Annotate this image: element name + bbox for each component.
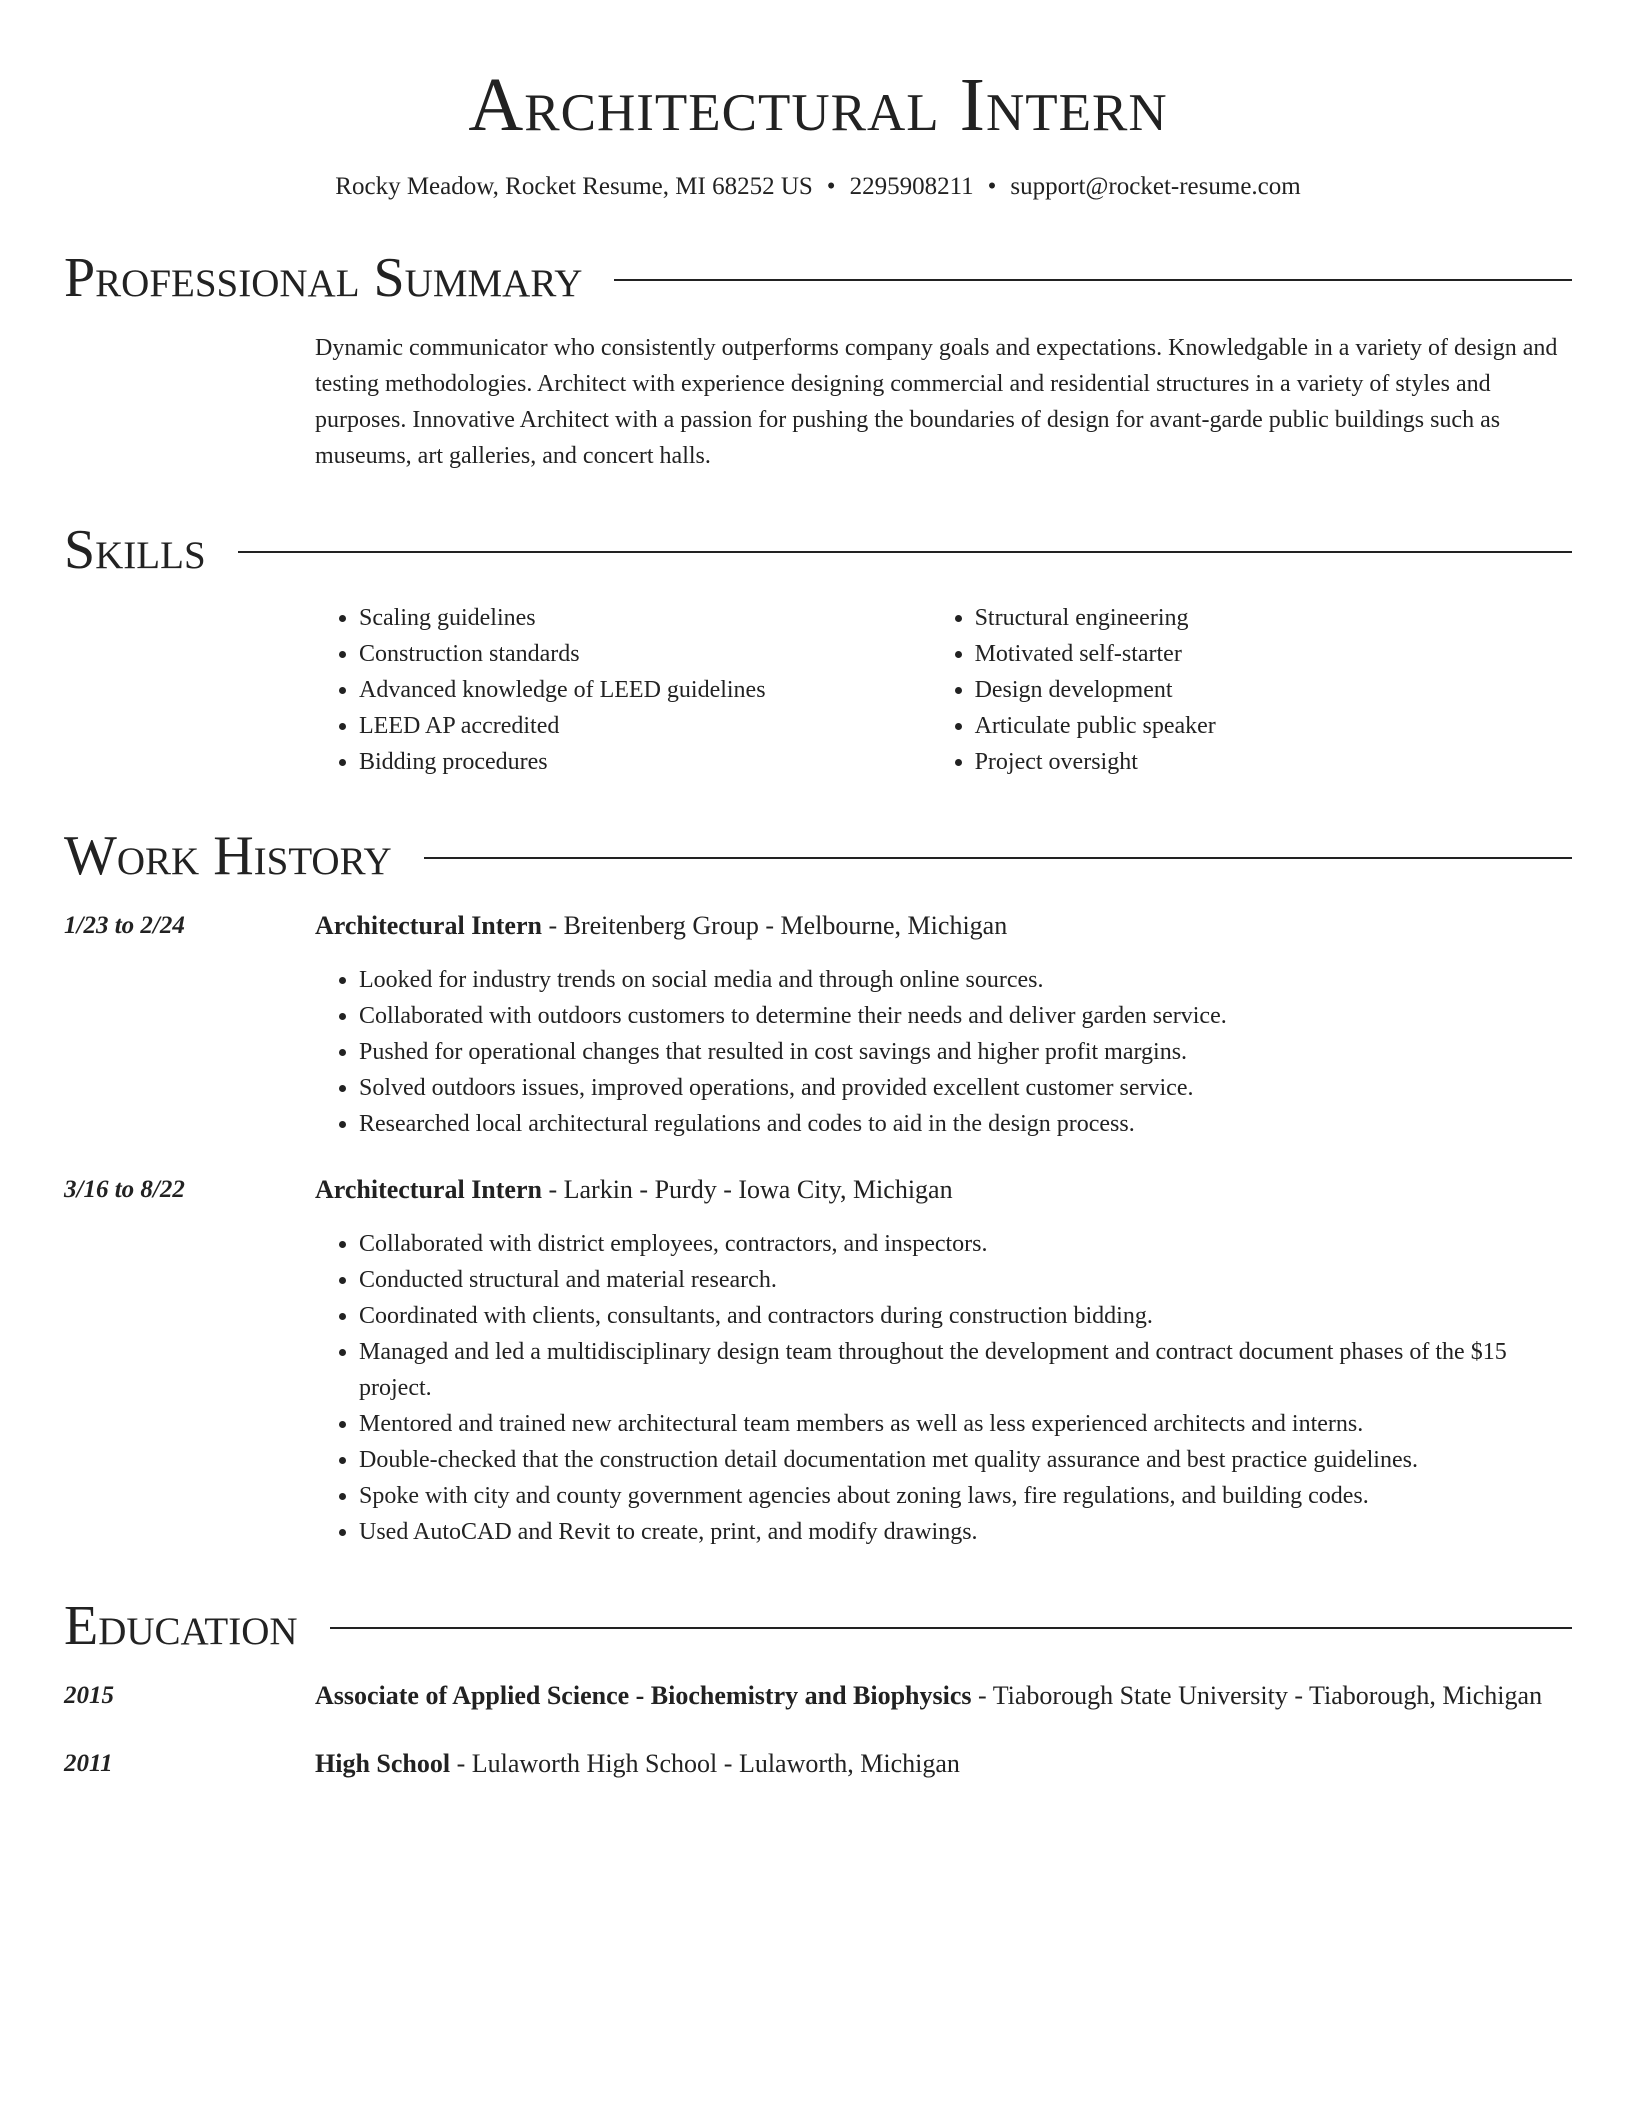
contact-line <box>64 172 1572 202</box>
skill-item: • LEED AP accredited <box>359 708 931 744</box>
section-divider <box>614 279 1572 281</box>
education-heading: Education <box>64 1595 298 1657</box>
education-content <box>315 1676 1572 1716</box>
education-school: - Tiaborough State University - Tiaborough, Michigan <box>971 1681 1543 1710</box>
section-divider <box>424 857 1572 859</box>
job-title: Architectural Intern <box>315 1175 542 1204</box>
job-dates: 1/23 to 2/24 <box>64 912 185 939</box>
section-divider <box>330 1627 1572 1629</box>
skill-item: • Motivated self-starter <box>975 636 1572 672</box>
job-bullet: • Coordinated with clients, consultants, and contractors during construction bidding. <box>359 1298 1572 1334</box>
work-heading: Work History <box>64 825 392 887</box>
job-entry <box>64 908 1572 1142</box>
skills-column-right <box>931 600 1572 780</box>
contact-separator: • <box>826 173 836 200</box>
skills-heading: Skills <box>64 519 206 581</box>
job-bullet: • Looked for industry trends on social media and through online sources. <box>359 962 1572 998</box>
summary-heading: Professional Summary <box>64 247 583 309</box>
job-bullet: • Collaborated with district employees, contractors, and inspectors. <box>359 1226 1572 1262</box>
work-section-header <box>64 824 1572 888</box>
resume-page <box>64 0 1572 1784</box>
education-year: 2015 <box>64 1682 114 1709</box>
skills-list <box>315 600 1572 780</box>
skill-item: • Scaling guidelines <box>359 600 931 636</box>
education-entry <box>64 1744 1572 1784</box>
summary-text: Dynamic communicator who consistently outperforms company goals and expectations. Knowledgable in a variety of design and testing methodologies. Architect with experience designing commercial and residential structures in a variety of styles and purposes. Innovative Architect with a passion for pushing the boundaries of design for avant-garde public buildings such as museums, art galleries, and concert halls. <box>315 335 1558 469</box>
education-degree: Associate of Applied Science - Biochemistry and Biophysics <box>315 1681 972 1710</box>
job-bullet: • Conducted structural and material research. <box>359 1262 1572 1298</box>
job-bullet: • Used AutoCAD and Revit to create, print, and modify drawings. <box>359 1514 1572 1550</box>
education-section-header <box>64 1594 1572 1658</box>
skill-item: • Structural engineering <box>975 600 1572 636</box>
job-bullets <box>315 962 1572 1142</box>
job-bullet: • Mentored and trained new architectural team members as well as less experienced architects and interns. <box>359 1406 1572 1442</box>
summary-section-header <box>64 246 1572 310</box>
education-degree: High School <box>315 1749 451 1778</box>
job-bullet: • Managed and led a multidisciplinary design team throughout the development and contract document phases of the $15 project. <box>359 1334 1572 1406</box>
job-bullet: • Double-checked that the construction detail documentation met quality assurance and best practice guidelines. <box>359 1442 1572 1478</box>
skill-item: • Articulate public speaker <box>975 708 1572 744</box>
skill-item: • Advanced knowledge of LEED guidelines <box>359 672 931 708</box>
contact-phone: 2295908211 <box>849 173 974 200</box>
education-content <box>315 1744 1572 1784</box>
job-title: Architectural Intern <box>315 911 542 940</box>
job-entry <box>64 1172 1572 1550</box>
job-bullet: • Pushed for operational changes that resulted in cost savings and higher profit margins. <box>359 1034 1572 1070</box>
candidate-name: Architectural Intern <box>468 63 1168 147</box>
job-bullets <box>315 1226 1572 1550</box>
skill-item: • Design development <box>975 672 1572 708</box>
skills-section-header <box>64 518 1572 582</box>
job-employer: - Breitenberg Group - Melbourne, Michigan <box>541 911 1008 940</box>
education-year: 2011 <box>64 1750 113 1777</box>
job-dates: 3/16 to 8/22 <box>64 1176 185 1203</box>
education-entry <box>64 1676 1572 1716</box>
job-bullet: • Solved outdoors issues, improved operations, and provided excellent customer service. <box>359 1070 1572 1106</box>
contact-address: Rocky Meadow, Rocket Resume, MI 68252 US <box>335 173 813 200</box>
job-title-line <box>315 1172 1572 1208</box>
section-divider <box>238 551 1572 553</box>
skill-item: • Bidding procedures <box>359 744 931 780</box>
skill-item: • Project oversight <box>975 744 1572 780</box>
skill-item: • Construction standards <box>359 636 931 672</box>
contact-email: support@rocket-resume.com <box>1010 173 1301 200</box>
job-bullet: • Researched local architectural regulations and codes to aid in the design process. <box>359 1106 1572 1142</box>
job-bullet: • Collaborated with outdoors customers to determine their needs and deliver garden service. <box>359 998 1572 1034</box>
job-employer: - Larkin - Purdy - Iowa City, Michigan <box>541 1175 953 1204</box>
skills-column-left <box>315 600 931 780</box>
education-school: - Lulaworth High School - Lulaworth, Michigan <box>450 1749 960 1778</box>
contact-separator: • <box>987 173 997 200</box>
job-title-line <box>315 908 1572 944</box>
job-content <box>315 1172 1572 1550</box>
job-bullet: • Spoke with city and county government agencies about zoning laws, fire regulations, and building codes. <box>359 1478 1572 1514</box>
job-content <box>315 908 1572 1142</box>
